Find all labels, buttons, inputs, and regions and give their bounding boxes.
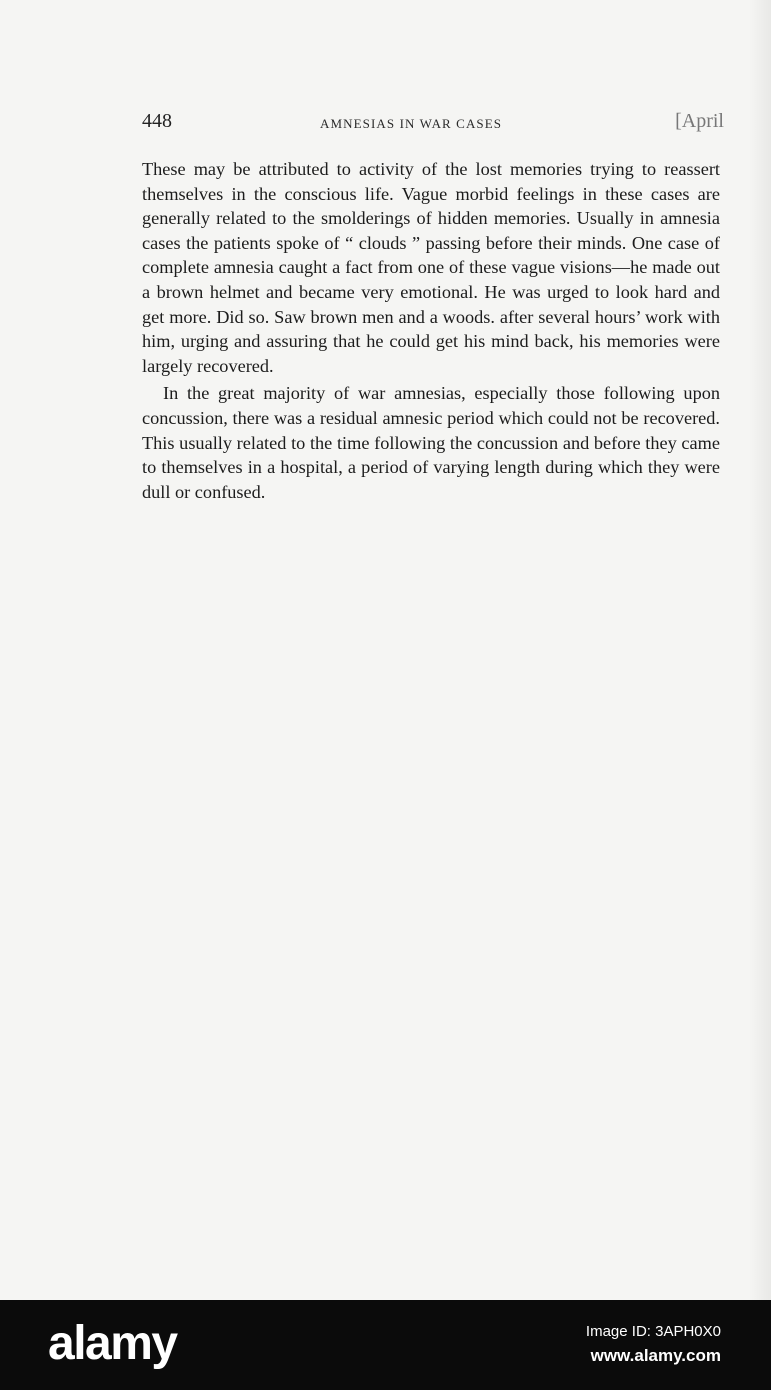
site-url: www.alamy.com (590, 1346, 721, 1365)
running-head (142, 108, 722, 138)
running-date: [April (675, 110, 724, 132)
paragraph: These may be attributed to activity of the lost memories trying to reassert themselves in the conscious life. Vague morbid feelings in these cases are generally related to the smolderings of hidden memories. Usually in amnesia cases the patients spoke of “ clouds ” passing before their minds. One case of complete amnesia caught a fact from one of these vague visions—he made out a brown helmet and became very emotional. He was urged to look hard and get more. Did so. Saw brown men and a woods. after several hours’ work with him, urging and assuring that he could get his mind back, his memories were largely recovered. (142, 159, 720, 376)
page-number: 448 (142, 110, 172, 132)
paragraph: In the great majority of war amnesias, especially those following upon concussion, there was a residual amnesic period which could not be recovered. This usually related to the time following the concussion and before they came to themselves in a hospital, a period of varying length during which they were dull or confused. (142, 383, 720, 502)
image-id-label: Image ID: 3APH0X0 (585, 1323, 721, 1340)
body-text (142, 157, 720, 504)
brand-logo: alamy (48, 1317, 177, 1370)
running-title: AMNESIAS IN WAR CASES (320, 116, 503, 131)
watermark-bar (0, 1300, 771, 1390)
